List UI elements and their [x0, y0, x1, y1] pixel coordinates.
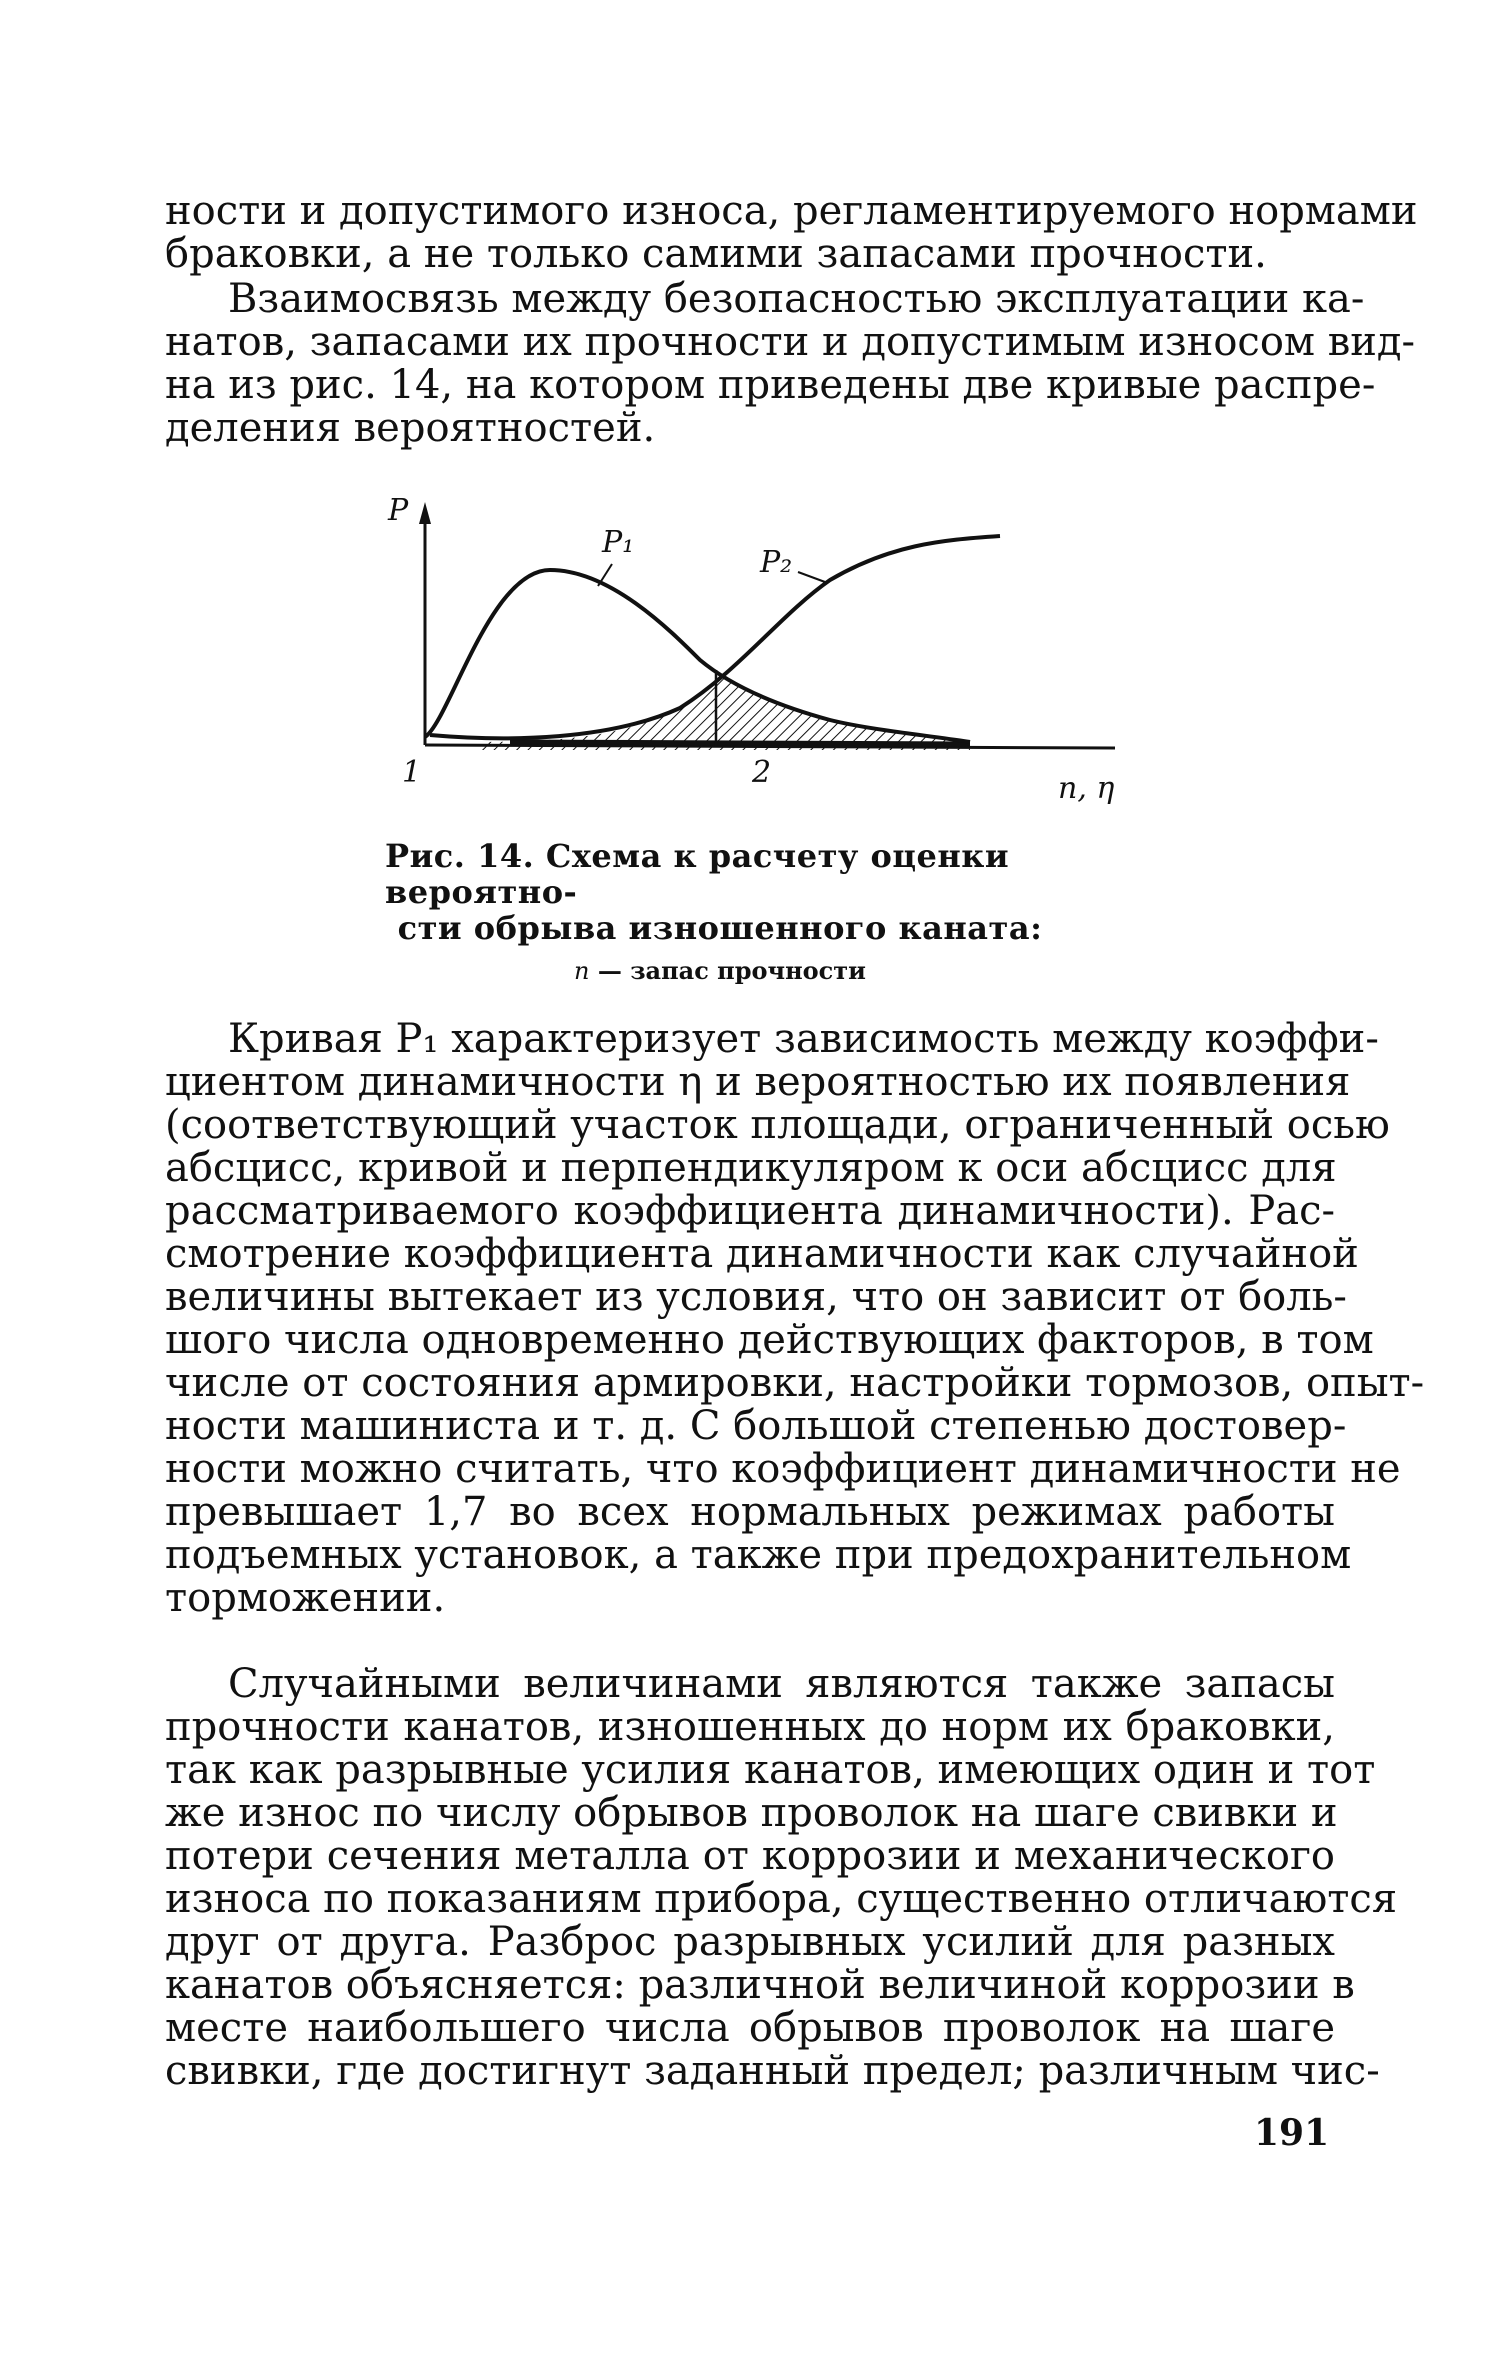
overlap-hatched-area: [480, 530, 1000, 760]
text-line: канатов объясняется: различной величиной коррозии в: [165, 1962, 1355, 2008]
text-line: Случайными величинами являются также запасы: [228, 1661, 1335, 1707]
text-line: натов, запасами их прочности и допустимым износом вид-: [165, 319, 1416, 365]
text-line: (соответствующий участок площади, ограниченный осью: [165, 1102, 1390, 1148]
text-line: так как разрывные усилия канатов, имеющих один и тот: [165, 1747, 1376, 1793]
probability-curves-diagram: [380, 490, 1160, 830]
text-line: числе от состояния армировки, настройки тормозов, опыт-: [165, 1360, 1425, 1406]
x-axis-label: n, η: [1058, 771, 1115, 806]
paragraph: [165, 188, 1418, 277]
text-line: Кривая P₁ характеризует зависимость между коэффи-: [228, 1016, 1379, 1062]
point-2-label: 2: [752, 755, 772, 790]
text-line: износа по показаниям прибора, существенно отличаются: [165, 1876, 1398, 1922]
point-1-label: 1: [402, 755, 422, 790]
text-line: прочности канатов, изношенных до норм их браковки,: [165, 1704, 1335, 1750]
text-line: ности машиниста и т. д. С большой степенью достовер-: [165, 1403, 1347, 1449]
text-line: потери сечения металла от коррозии и механического: [165, 1833, 1335, 1879]
caption-note-text: — запас прочности: [589, 956, 866, 985]
text-line: абсцисс, кривой и перпендикуляром к оси абсцисс для: [165, 1145, 1337, 1191]
paragraph: [165, 1661, 1398, 2094]
text-line: величины вытекает из условия, что он зависит от боль-: [165, 1274, 1347, 1320]
caption-line: сти обрыва изношенного каната:: [397, 909, 1043, 947]
paragraph: [165, 276, 1416, 451]
p2-leader-line: [798, 572, 825, 582]
text-line: ности и допустимого износа, регламентируемого нормами: [165, 188, 1418, 234]
text-line: рассматриваемого коэффициента динамичности). Рас-: [165, 1188, 1335, 1234]
text-line: браковки, а не только самими запасами прочности.: [165, 231, 1267, 277]
page-number: 191: [1254, 2112, 1330, 2154]
figure-14: [380, 490, 1160, 830]
figure-caption: [330, 838, 1110, 986]
y-axis-label: P: [388, 493, 409, 528]
paragraph: [165, 1016, 1425, 1621]
caption-note-symbol: n: [574, 957, 590, 985]
curve-p1-label: P₁: [602, 525, 635, 560]
text-line: месте наибольшего числа обрывов проволок на шаге: [165, 2005, 1335, 2051]
text-line: друг от друга. Разброс разрывных усилий для разных: [165, 1919, 1335, 1965]
text-line: смотрение коэффициента динамичности как случайной: [165, 1231, 1359, 1277]
text-line: Взаимосвязь между безопасностью эксплуатации ка-: [228, 276, 1365, 322]
y-axis-arrow-icon: [419, 502, 431, 524]
text-line: шого числа одновременно действующих факторов, в том: [165, 1317, 1374, 1363]
text-line: циентом динамичности η и вероятностью их появления: [165, 1059, 1351, 1105]
curve-p2-label: P₂: [760, 545, 793, 580]
text-line: подъемных установок, а также при предохранительном: [165, 1532, 1352, 1578]
text-line: деления вероятностей.: [165, 405, 656, 451]
caption-note: [330, 956, 1110, 986]
text-line: свивки, где достигнут заданный предел; различным чис-: [165, 2048, 1380, 2094]
text-line: превышает 1,7 во всех нормальных режимах работы: [165, 1489, 1335, 1535]
overlap-baseline: [510, 742, 970, 744]
text-line: ности можно считать, что коэффициент динамичности не: [165, 1446, 1401, 1492]
caption-line: Рис. 14. Схема к расчету оценки вероятно-: [385, 837, 1010, 911]
text-line: же износ по числу обрывов проволок на шаге свивки и: [165, 1790, 1338, 1836]
text-line: на из рис. 14, на котором приведены две кривые распре-: [165, 362, 1376, 408]
text-line: торможении.: [165, 1575, 446, 1621]
